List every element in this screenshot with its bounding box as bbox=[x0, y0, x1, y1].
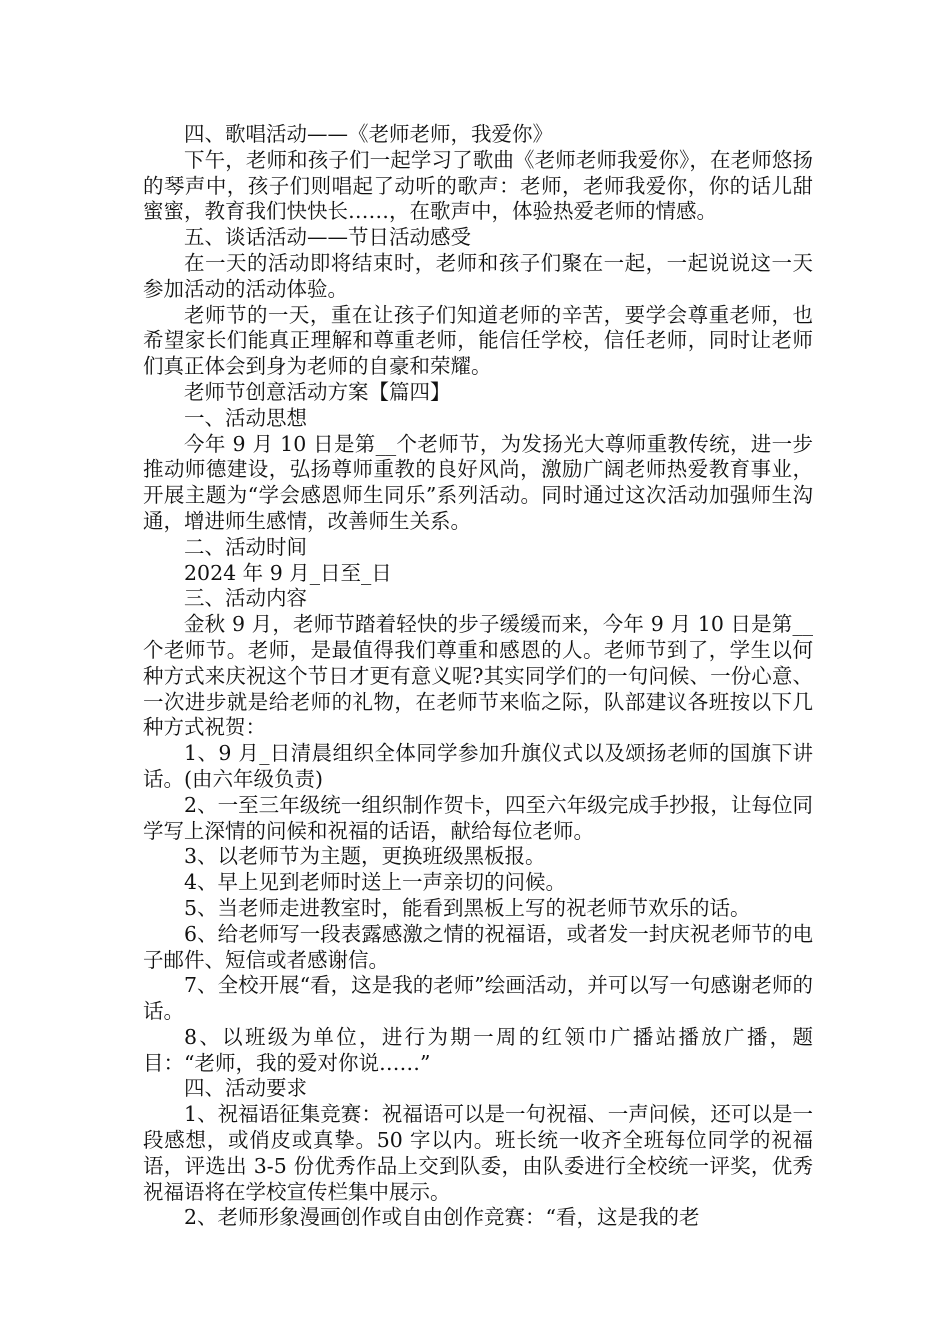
paragraph-activity-idea: 今年 9 月 10 日是第__个老师节，为发扬光大尊师重教传统，进一步推动师德建设，弘扬尊师重教的良好风尚，激励广阔老师热爱教育事业，开展主题为“学会感恩师生同乐”系列活动。同时通过这次活动加强师生沟通，增进师生感情，改善师生关系。 bbox=[143, 431, 813, 533]
list-item-thank-you-message: 6、给老师写一段表露感激之情的祝福语，或者发一封庆祝老师节的电子邮件、短信或者感谢信。 bbox=[143, 921, 813, 972]
heading-singing-activity: 四、歌唱活动——《老师老师，我爱你》 bbox=[184, 122, 553, 146]
list-item-radio-broadcast: 8、以班级为单位，进行为期一周的红领巾广播站播放广播，题目：“老师，我的爱对你说……” bbox=[143, 1024, 813, 1075]
heading-activity-requirements: 四、活动要求 bbox=[184, 1076, 307, 1101]
heading-activity-time: 二、活动时间 bbox=[184, 534, 307, 559]
paragraph-talk-description: 在一天的活动即将结束时，老师和孩子们聚在一起，一起说说这一天参加活动的活动体验。 bbox=[143, 250, 813, 301]
heading-activity-idea: 一、活动思想 bbox=[184, 405, 307, 430]
list-item-morning-greeting: 4、早上见到老师时送上一声亲切的问候。 bbox=[184, 870, 567, 895]
list-item-greeting-cards: 2、一至三年级统一组织制作贺卡，四至六年级完成手抄报，让每位同学写上深情的问候和祝福的话语，献给每位老师。 bbox=[143, 792, 813, 843]
heading-activity-content: 三、活动内容 bbox=[184, 586, 307, 611]
list-item-blessing-contest: 1、祝福语征集竞赛：祝福语可以是一句祝福、一声问候，还可以是一段感想，或俏皮或真挚。50 字以内。班长统一收齐全班每位同学的祝福语，评选出 3-5 份优秀作品上交到队委，由队委进行全校统一评奖，优秀祝福语将在学校宣传栏集中展示。 bbox=[143, 1102, 813, 1204]
list-item-comic-contest: 2、老师形象漫画创作或自由创作竞赛：“看，这是我的老 bbox=[184, 1205, 700, 1230]
heading-talk-activity: 五、谈话活动——节日活动感受 bbox=[184, 225, 471, 250]
document-body bbox=[143, 122, 813, 1231]
list-item-drawing-activity: 7、全校开展“看，这是我的老师”绘画活动，并可以写一句感谢老师的话。 bbox=[143, 973, 813, 1024]
paragraph-singing-description: 下午，老师和孩子们一起学习了歌曲《老师老师我爱你》，在老师悠扬的琴声中，孩子们则唱起了动听的歌声：老师，老师我爱你，你的话儿甜蜜蜜，教育我们快快长……，在歌声中，体验热爱老师的情感。 bbox=[143, 147, 813, 224]
list-item-blackboard: 3、以老师节为主题，更换班级黑板报。 bbox=[184, 844, 546, 869]
paragraph-teachers-day-summary: 老师节的一天，重在让孩子们知道老师的辛苦，要学会尊重老师，也希望家长们能真正理解和尊重老师，能信任学校，信任老师，同时让老师们真正体会到身为老师的自豪和荣耀。 bbox=[143, 302, 813, 379]
paragraph-activity-content: 金秋 9 月，老师节踏着轻快的步子缓缓而来，今年 9 月 10 日是第__个老师节。老师，是最值得我们尊重和感恩的人。老师节到了，学生以何种方式来庆祝这个节日才更有意义呢?其实同学们的一句问候、一份心意、一次进步就是给老师的礼物，在老师节来临之际，队部建议各班按以下几种方式祝贺： bbox=[143, 612, 813, 740]
list-item-flag-ceremony: 1、9 月_日清晨组织全体同学参加升旗仪式以及颂扬老师的国旗下讲话。(由六年级负责) bbox=[143, 741, 813, 791]
paragraph-activity-time: 2024 年 9 月_日至_日 bbox=[184, 560, 392, 585]
list-item-classroom-message: 5、当老师走进教室时，能看到黑板上写的祝老师节欢乐的话。 bbox=[184, 895, 751, 920]
section-title-plan-four: 老师节创意活动方案【篇四】 bbox=[184, 379, 451, 404]
